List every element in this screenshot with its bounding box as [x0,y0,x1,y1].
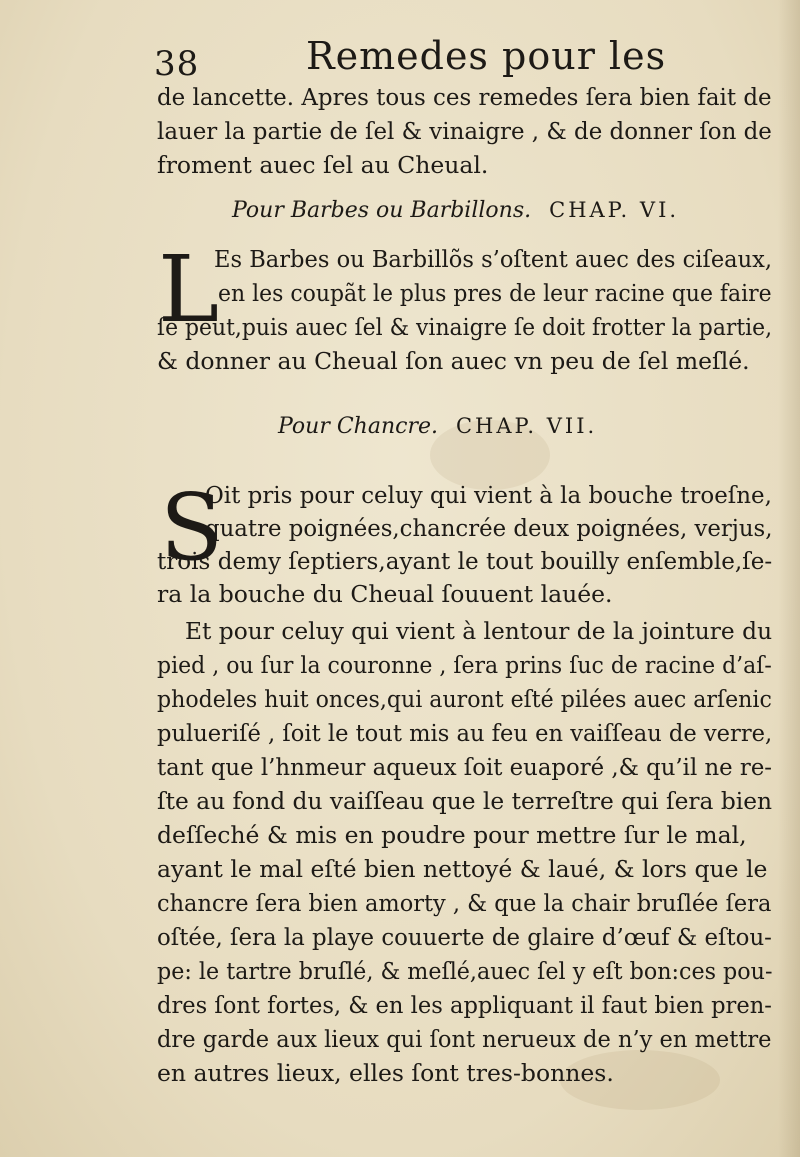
text-line: Et pour celuy qui vient à lentour de la jointure du [185,617,773,645]
chapter-number: CHAP. VII. [455,414,598,438]
text-line: trois demy ſeptiers,ayant le tout bouilly enſemble,ſe- [157,547,773,575]
text-line: pied , ou ſur la couronne , ſera prins ſuc de racine d’aſ- [157,651,772,679]
text-line: dre garde aux lieux qui ſont nerueux de n’y en mettre [157,1025,772,1053]
text-line: phodeles huit onces,qui auront eſté pilées auec arſenic [157,685,772,713]
text-line: froment auec ſel au Cheual. [157,151,489,179]
text-line: pulueriſé , ſoit le tout mis au feu en vaiſſeau de verre, [157,719,773,747]
text-line: de lancette. Apres tous ces remedes ſera bien fait de [157,83,772,111]
text-line: Oit pris pour celuy qui vient à la bouche troeſne, [205,481,772,509]
text-line: pe: le tartre bruſlé, & meſlé,auec ſel y eſt bon:ces pou- [157,957,773,985]
page-header [150,34,750,86]
page-edge-shadow [778,0,800,1157]
text-line: oſtée, ſera la playe couuerte de glaire d’œuf & eſtou- [157,923,772,951]
text-line: ra la bouche du Cheual ſouuent lauée. [157,580,613,608]
text-line: ſte au fond du vaiſſeau que le terreſtre qui ſera bien [157,787,773,815]
chapter-title: Pour Chancre. [278,414,438,439]
text-line: tant que l’hnmeur aqueux ſoit euaporé ,& qu’il ne re- [157,753,773,781]
chapter-number: CHAP. VI. [549,198,680,222]
text-line: en les coupãt le plus pres de leur racine que faire [218,279,772,307]
chapter-title: Pour Barbes ou Barbillons. [232,198,532,223]
text-line: dres ſont fortes, & en les appliquant il faut bien pren- [157,991,772,1019]
drop-capital: L [158,236,220,343]
page-number: 38 [154,44,200,84]
text-line: ſe peut,puis auec ſel & vinaigre ſe doit frotter la partie, [157,313,773,341]
text-line: lauer la partie de ſel & vinaigre , & de donner ſon de [157,117,772,145]
chapter-heading [278,414,597,439]
chapter-heading [232,198,679,223]
text-line: deſſeché & mis en poudre pour mettre ſur le mal, [157,821,747,849]
text-line: quatre poignées,chancrée deux poignées, verjus, [205,514,773,542]
text-line: ayant le mal eſté bien nettoyé & laué, & lors que le [157,855,768,883]
drop-capital: S [160,474,224,581]
text-line: Es Barbes ou Barbillõs s’oſtent auec des ciſeaux, [214,245,773,273]
text-line: & donner au Cheual ſon auec vn peu de ſel meſlé. [157,347,750,375]
text-line: chancre ſera bien amorty , & que la chair bruſlée ſera [157,889,772,917]
text-line: en autres lieux, elles ſont tres-bonnes. [157,1059,614,1087]
running-title: Remedes pour les [306,34,667,78]
